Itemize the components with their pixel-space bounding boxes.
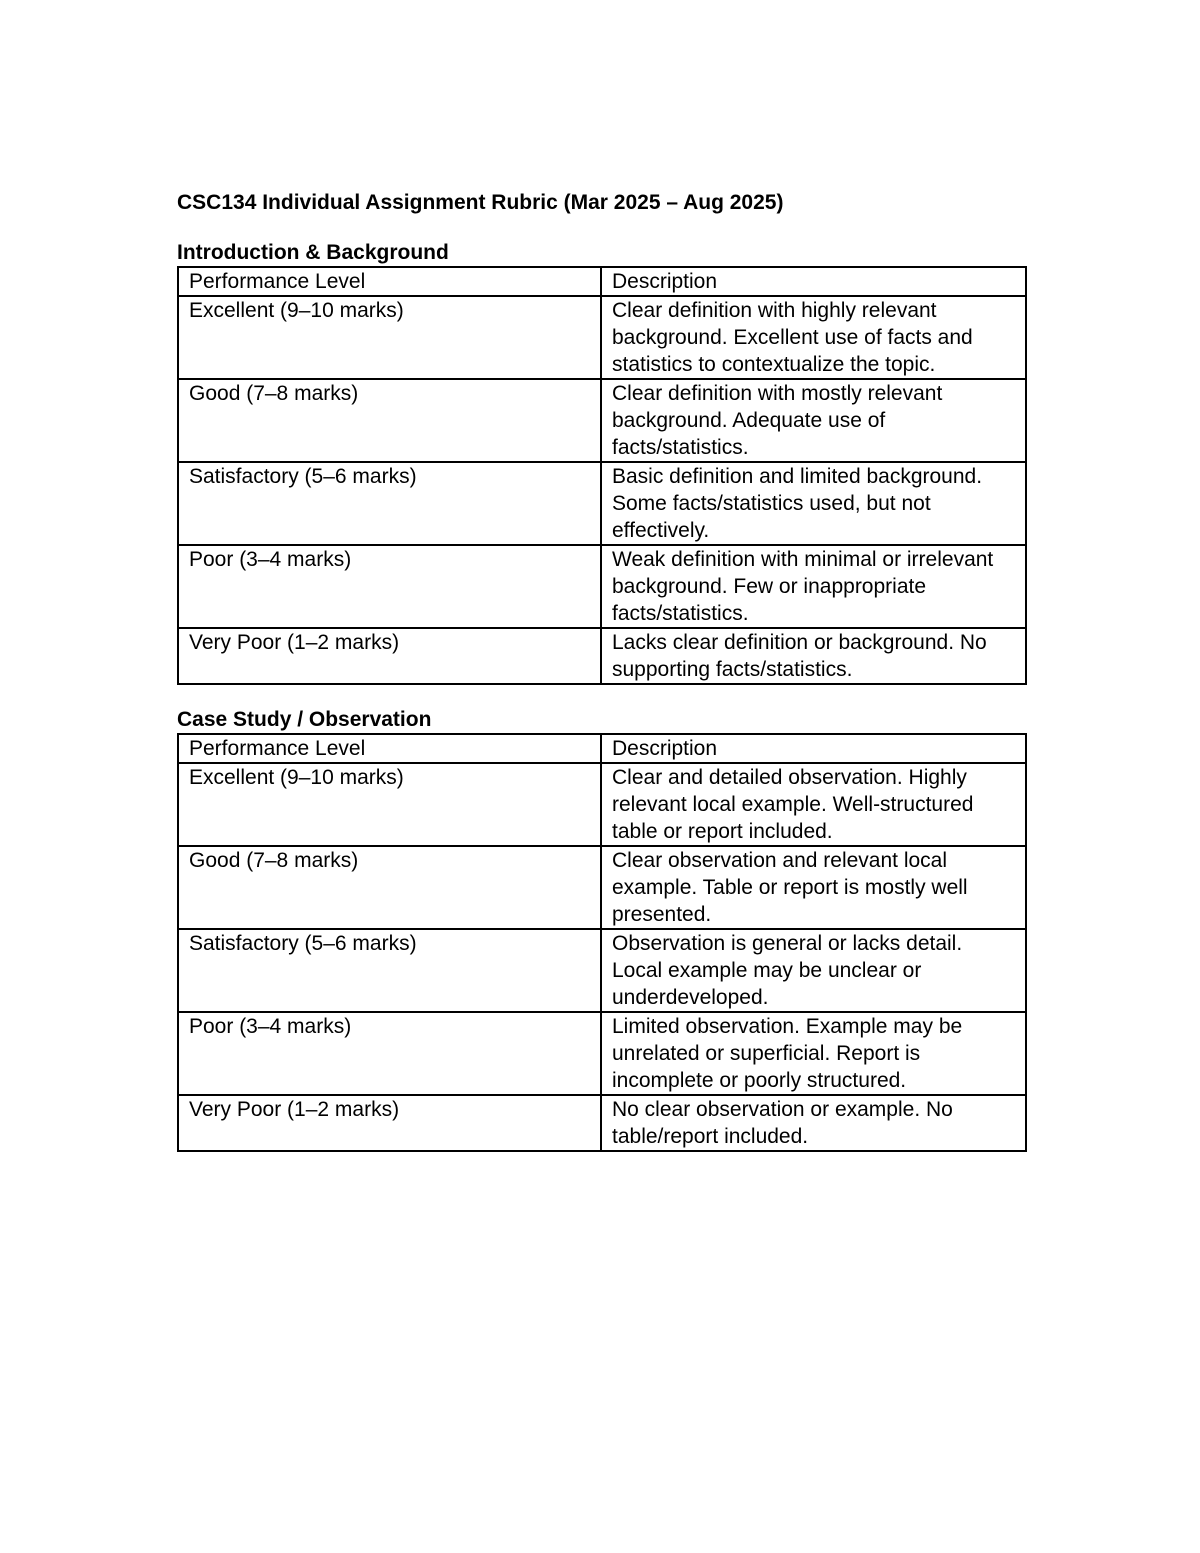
level-cell: Satisfactory (5–6 marks): [178, 462, 601, 545]
header-cell-level: Performance Level: [178, 267, 601, 296]
level-cell: Satisfactory (5–6 marks): [178, 929, 601, 1012]
level-cell: Very Poor (1–2 marks): [178, 628, 601, 684]
description-cell: Basic definition and limited background. Some facts/statistics used, but not effectively.: [601, 462, 1026, 545]
table-header-row: [178, 267, 1026, 296]
table-row: [178, 296, 1026, 379]
table-row: [178, 1012, 1026, 1095]
table-row: [178, 763, 1026, 846]
document-title: CSC134 Individual Assignment Rubric (Mar 2025 – Aug 2025): [177, 191, 784, 214]
level-cell: Good (7–8 marks): [178, 379, 601, 462]
description-cell: Clear and detailed observation. Highly relevant local example. Well-structured table or report included.: [601, 763, 1026, 846]
table-row: [178, 379, 1026, 462]
rubric-table-case-study: [177, 733, 1027, 1152]
rubric-table-introduction: [177, 266, 1027, 685]
table-row: [178, 545, 1026, 628]
description-cell: Observation is general or lacks detail. Local example may be unclear or underdeveloped.: [601, 929, 1026, 1012]
description-cell: Clear observation and relevant local example. Table or report is mostly well presented.: [601, 846, 1026, 929]
table-row: [178, 1095, 1026, 1151]
table-row: [178, 846, 1026, 929]
header-cell-description: Description: [601, 267, 1026, 296]
table-row: [178, 462, 1026, 545]
header-cell-description: Description: [601, 734, 1026, 763]
document-page: [177, 189, 1025, 1152]
section-heading-case-study: Case Study / Observation: [177, 708, 432, 731]
table-header-row: [178, 734, 1026, 763]
description-cell: Clear definition with mostly relevant background. Adequate use of facts/statistics.: [601, 379, 1026, 462]
description-cell: Weak definition with minimal or irrelevant background. Few or inappropriate facts/statistics.: [601, 545, 1026, 628]
header-cell-level: Performance Level: [178, 734, 601, 763]
table-row: [178, 628, 1026, 684]
level-cell: Poor (3–4 marks): [178, 1012, 601, 1095]
description-cell: Limited observation. Example may be unrelated or superficial. Report is incomplete or poorly structured.: [601, 1012, 1026, 1095]
level-cell: Excellent (9–10 marks): [178, 763, 601, 846]
level-cell: Good (7–8 marks): [178, 846, 601, 929]
description-cell: Lacks clear definition or background. No supporting facts/statistics.: [601, 628, 1026, 684]
description-cell: Clear definition with highly relevant background. Excellent use of facts and statistics to contextualize the topic.: [601, 296, 1026, 379]
level-cell: Poor (3–4 marks): [178, 545, 601, 628]
level-cell: Excellent (9–10 marks): [178, 296, 601, 379]
section-heading-introduction: Introduction & Background: [177, 241, 449, 264]
description-cell: No clear observation or example. No table/report included.: [601, 1095, 1026, 1151]
level-cell: Very Poor (1–2 marks): [178, 1095, 601, 1151]
table-row: [178, 929, 1026, 1012]
